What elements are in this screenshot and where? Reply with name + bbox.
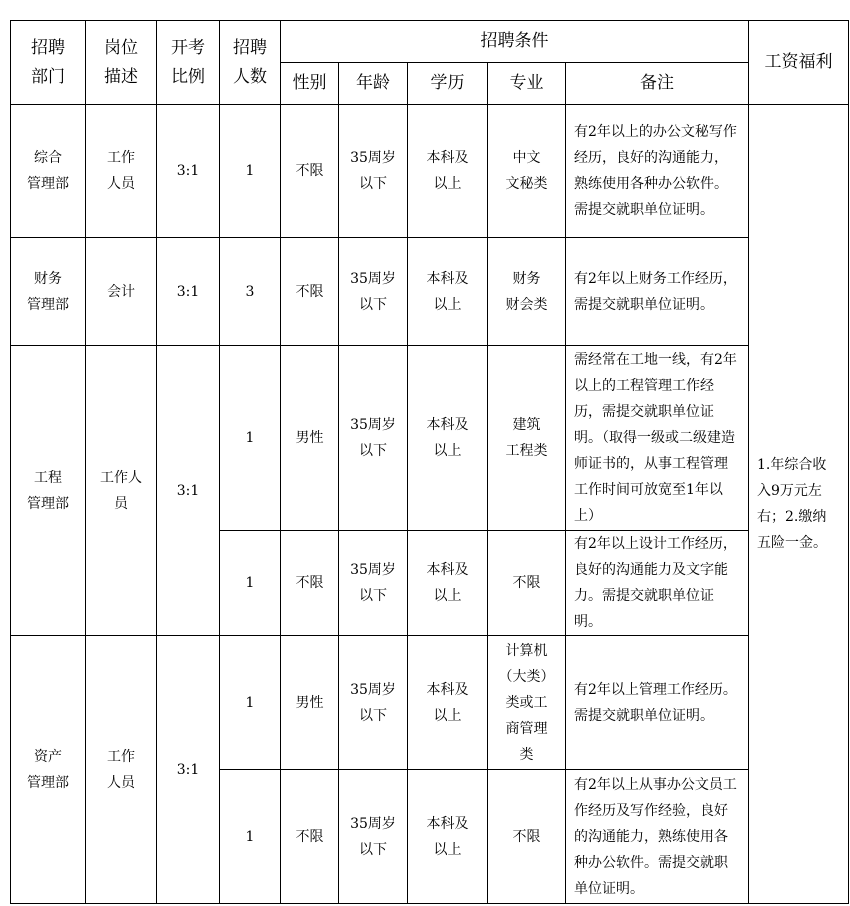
age-cell: 35周岁 以下 (339, 346, 408, 531)
major-cell: 财务 财会类 (488, 238, 566, 346)
remarks-cell: 有2年以上财务工作经历，需提交就职单位证明。 (566, 238, 749, 346)
age-cell: 35周岁 以下 (339, 238, 408, 346)
gender-cell: 不限 (281, 238, 339, 346)
age-cell: 35周岁 以下 (339, 636, 408, 770)
education-cell: 本科及 以上 (408, 346, 488, 531)
header-remarks: 备注 (566, 63, 749, 105)
dept-cell: 综合 管理部 (11, 105, 86, 238)
ratio-cell: 3:1 (157, 105, 220, 238)
header-post: 岗位 描述 (86, 21, 157, 105)
age-cell: 35周岁 以下 (339, 105, 408, 238)
post-cell: 工作人 员 (86, 346, 157, 636)
count-cell: 1 (220, 531, 281, 636)
header-count: 招聘 人数 (220, 21, 281, 105)
education-cell: 本科及 以上 (408, 770, 488, 904)
table-row (11, 238, 849, 346)
header-ratio: 开考 比例 (157, 21, 220, 105)
remarks-cell: 有2年以上设计工作经历，良好的沟通能力及文字能力。需提交就职单位证明。 (566, 531, 749, 636)
dept-cell: 工程 管理部 (11, 346, 86, 636)
ratio-cell: 3:1 (157, 636, 220, 904)
header-major: 专业 (488, 63, 566, 105)
header-age: 年龄 (339, 63, 408, 105)
gender-cell: 不限 (281, 531, 339, 636)
count-cell: 1 (220, 770, 281, 904)
major-cell: 计算机 （大类） 类或工 商管理 类 (488, 636, 566, 770)
count-cell: 1 (220, 105, 281, 238)
gender-cell: 男性 (281, 636, 339, 770)
post-cell: 会计 (86, 238, 157, 346)
education-cell: 本科及 以上 (408, 636, 488, 770)
remarks-cell: 需经常在工地一线，有2年以上的工程管理工作经历，需提交就职单位证明。（取得一级或二级建造师证书的，从事工程管理工作时间可放宽至1年以上） (566, 346, 749, 531)
recruitment-table (10, 20, 849, 904)
remarks-cell: 有2年以上管理工作经历。需提交就职单位证明。 (566, 636, 749, 770)
post-cell: 工作 人员 (86, 636, 157, 904)
header-education: 学历 (408, 63, 488, 105)
header-gender: 性别 (281, 63, 339, 105)
header-dept: 招聘 部门 (11, 21, 86, 105)
ratio-cell: 3:1 (157, 346, 220, 636)
education-cell: 本科及 以上 (408, 238, 488, 346)
age-cell: 35周岁 以下 (339, 770, 408, 904)
gender-cell: 不限 (281, 105, 339, 238)
remarks-cell: 有2年以上从事办公文员工作经历及写作经验，良好的沟通能力，熟练使用各种办公软件。需提交就职单位证明。 (566, 770, 749, 904)
ratio-cell: 3:1 (157, 238, 220, 346)
major-cell: 不限 (488, 531, 566, 636)
major-cell: 中文 文秘类 (488, 105, 566, 238)
table-row (11, 636, 849, 770)
education-cell: 本科及 以上 (408, 105, 488, 238)
gender-cell: 男性 (281, 346, 339, 531)
header-salary: 工资福利 (749, 21, 849, 105)
post-cell: 工作 人员 (86, 105, 157, 238)
table-row (11, 105, 849, 238)
major-cell: 不限 (488, 770, 566, 904)
dept-cell: 资产 管理部 (11, 636, 86, 904)
education-cell: 本科及 以上 (408, 531, 488, 636)
count-cell: 3 (220, 238, 281, 346)
gender-cell: 不限 (281, 770, 339, 904)
salary-cell: 1.年综合收入9万元左右；2.缴纳五险一金。 (749, 105, 849, 904)
remarks-cell: 有2年以上的办公文秘写作经历，良好的沟通能力，熟练使用各种办公软件。需提交就职单位证明。 (566, 105, 749, 238)
major-cell: 建筑 工程类 (488, 346, 566, 531)
age-cell: 35周岁 以下 (339, 531, 408, 636)
table-row (11, 346, 849, 531)
count-cell: 1 (220, 636, 281, 770)
dept-cell: 财务 管理部 (11, 238, 86, 346)
count-cell: 1 (220, 346, 281, 531)
header-conditions: 招聘条件 (281, 21, 749, 63)
